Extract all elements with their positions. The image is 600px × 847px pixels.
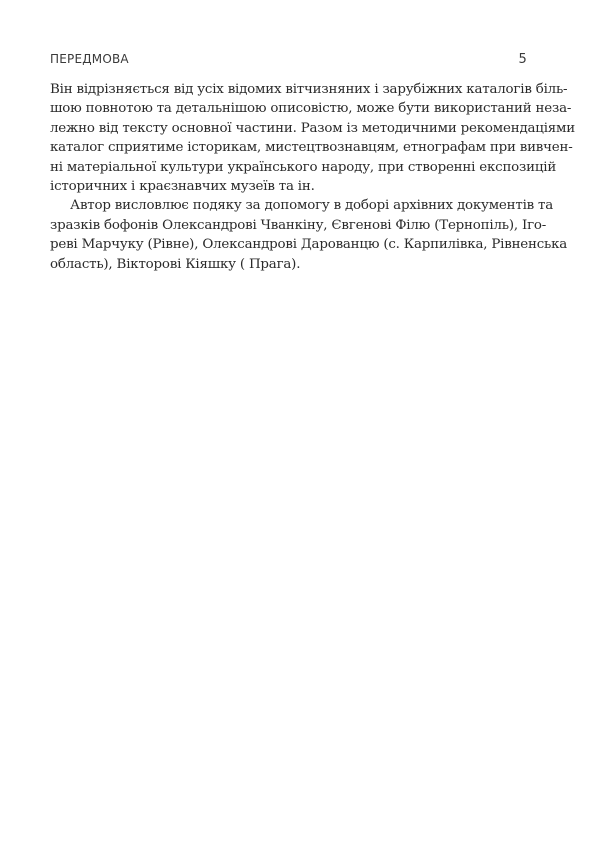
body-text <box>50 80 575 274</box>
text-line: Він відрізняється від усіх відомих вітчизняних і зарубіжних каталогів біль- <box>50 82 568 97</box>
text-line: лежно від тексту основної частини. Разом із методичними рекомендаціями <box>50 120 575 136</box>
text-line: каталог сприятиме історикам, мистецтвознавцям, етнографам при вивчен- <box>50 140 573 156</box>
running-title: ПЕРЕДМОВА <box>50 52 129 66</box>
text-line: історичних і краєзнавчих музеїв та ін. <box>50 178 315 194</box>
text-line: реві Марчуку (Рівне), Олександрові Дарованцю (с. Карпилівка, Рівненська <box>50 237 568 253</box>
paragraph-1 <box>50 80 575 196</box>
text-line: шою повнотою та детальнішою описовістю, може бути використаний неза- <box>50 101 572 117</box>
text-line: область), Вікторові Кіяшку ( Прага). <box>50 256 301 272</box>
text-line: ні матеріальної культури українського народу, при створенні експозицій <box>50 159 557 175</box>
page-number: 5 <box>518 52 527 67</box>
paragraph-2 <box>50 196 568 274</box>
text-line: зразків бофонів Олександрові Чванкіну, Євгенові Філю (Тернопіль), Іго- <box>50 217 547 233</box>
text-line: Автор висловлює подяку за допомогу в доборі архівних документів та <box>70 198 554 214</box>
running-head <box>50 52 527 68</box>
